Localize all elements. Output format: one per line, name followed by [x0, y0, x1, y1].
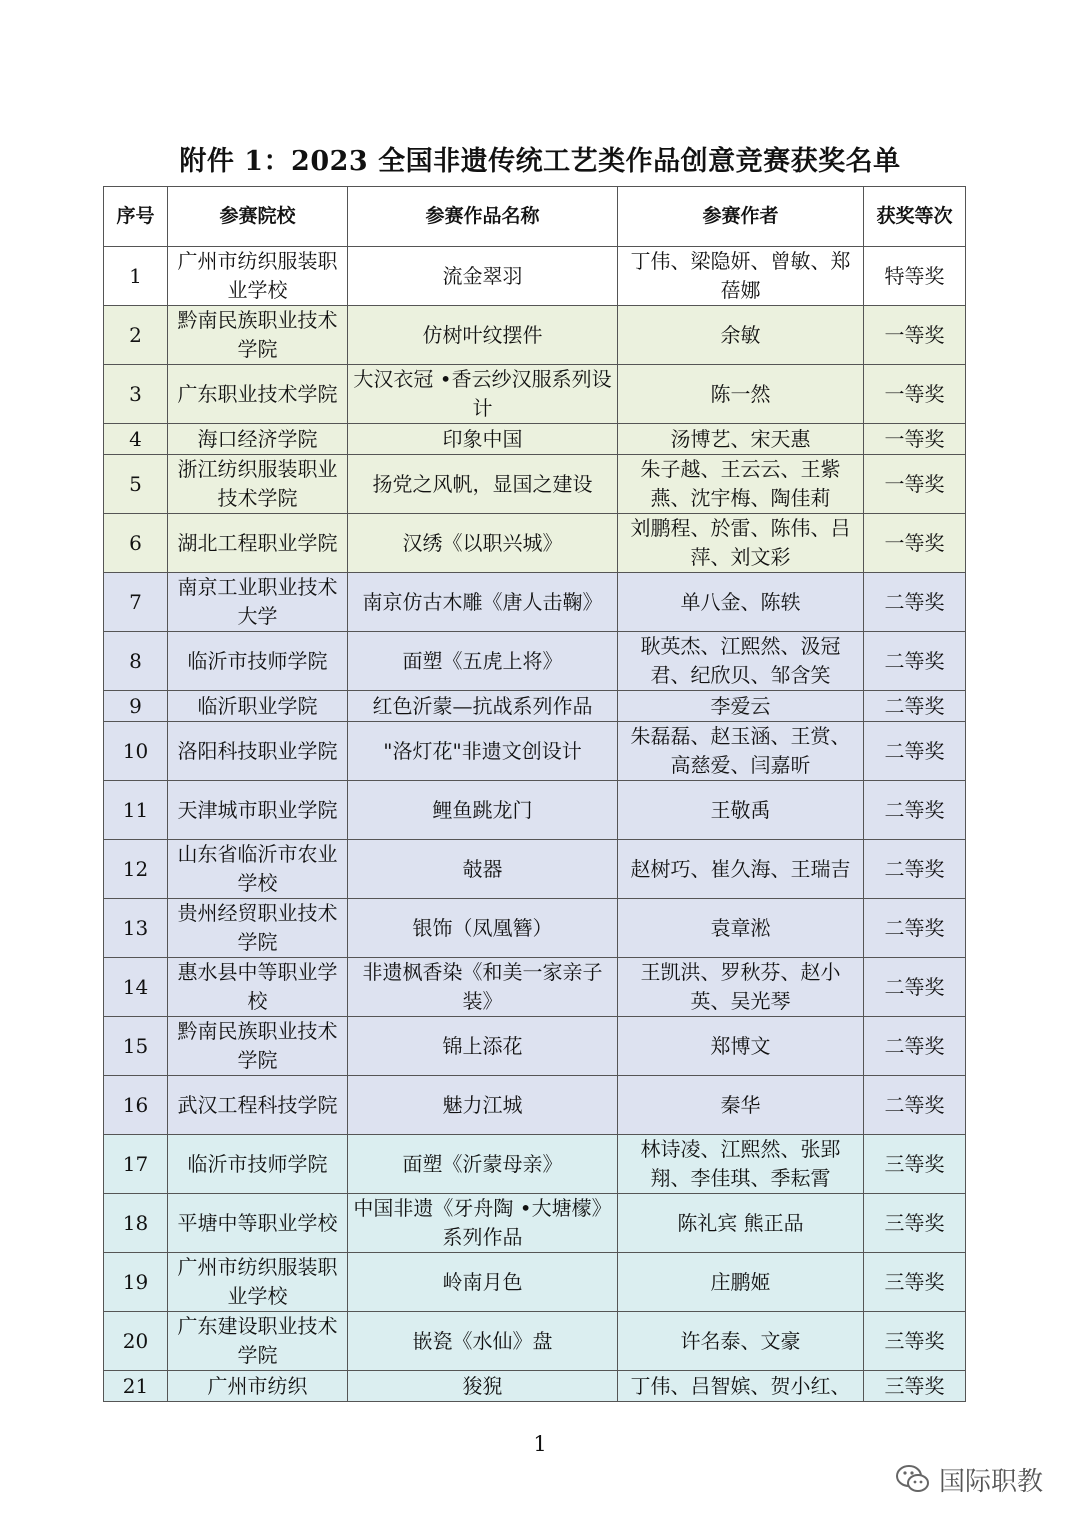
cell-index: 18 — [104, 1194, 168, 1253]
cell-school: 武汉工程科技学院 — [168, 1076, 348, 1135]
cell-school: 洛阳科技职业学院 — [168, 722, 348, 781]
table-row — [104, 958, 966, 1017]
cell-authors: 朱子越、王云云、王紫燕、沈宇梅、陶佳莉 — [618, 455, 864, 514]
cell-index: 13 — [104, 899, 168, 958]
cell-work: 汉绣《以职兴城》 — [348, 514, 618, 573]
cell-index: 4 — [104, 424, 168, 455]
cell-authors: 秦华 — [618, 1076, 864, 1135]
cell-school: 黔南民族职业技术学院 — [168, 1017, 348, 1076]
cell-index: 20 — [104, 1312, 168, 1371]
cell-authors: 王凯洪、罗秋芬、赵小英、吴光琴 — [618, 958, 864, 1017]
cell-authors: 林诗凌、江熙然、张郢翔、李佳琪、季耘霄 — [618, 1135, 864, 1194]
cell-award: 一等奖 — [864, 306, 966, 365]
cell-index: 14 — [104, 958, 168, 1017]
cell-index: 17 — [104, 1135, 168, 1194]
cell-work: 红色沂蒙—抗战系列作品 — [348, 691, 618, 722]
cell-school: 广东建设职业技术学院 — [168, 1312, 348, 1371]
cell-award: 一等奖 — [864, 365, 966, 424]
cell-school: 湖北工程职业学院 — [168, 514, 348, 573]
cell-work: 面塑《沂蒙母亲》 — [348, 1135, 618, 1194]
cell-school: 南京工业职业技术大学 — [168, 573, 348, 632]
cell-school: 广东职业技术学院 — [168, 365, 348, 424]
cell-authors: 单八金、陈轶 — [618, 573, 864, 632]
cell-authors: 李爱云 — [618, 691, 864, 722]
cell-index: 10 — [104, 722, 168, 781]
cell-work: 狻猊 — [348, 1371, 618, 1402]
table-row — [104, 455, 966, 514]
watermark — [895, 1457, 1043, 1501]
cell-index: 12 — [104, 840, 168, 899]
cell-work: 岭南月色 — [348, 1253, 618, 1312]
cell-award: 二等奖 — [864, 573, 966, 632]
cell-award: 二等奖 — [864, 1017, 966, 1076]
cell-school: 广州市纺织服装职业学校 — [168, 247, 348, 306]
cell-index: 7 — [104, 573, 168, 632]
cell-school: 广州市纺织 — [168, 1371, 348, 1402]
cell-index: 1 — [104, 247, 168, 306]
cell-work: 面塑《五虎上将》 — [348, 632, 618, 691]
cell-work: 中国非遗《牙舟陶 •大塘檬》系列作品 — [348, 1194, 618, 1253]
cell-authors: 朱磊磊、赵玉涵、王赏、高慈爱、闫嘉昕 — [618, 722, 864, 781]
cell-authors: 王敬禹 — [618, 781, 864, 840]
cell-work: "洛灯花"非遗文创设计 — [348, 722, 618, 781]
table-row — [104, 514, 966, 573]
cell-school: 海口经济学院 — [168, 424, 348, 455]
header-index: 序号 — [104, 187, 168, 247]
cell-school: 临沂职业学院 — [168, 691, 348, 722]
document-title: 附件 1：2023 全国非遗传统工艺类作品创意竞赛获奖名单 — [179, 146, 901, 177]
table-row — [104, 1194, 966, 1253]
cell-award: 二等奖 — [864, 632, 966, 691]
cell-school: 临沂市技师学院 — [168, 632, 348, 691]
cell-award: 三等奖 — [864, 1312, 966, 1371]
cell-award: 三等奖 — [864, 1253, 966, 1312]
cell-award: 二等奖 — [864, 1076, 966, 1135]
cell-index: 8 — [104, 632, 168, 691]
cell-school: 广州市纺织服装职业学校 — [168, 1253, 348, 1312]
cell-authors: 陈一然 — [618, 365, 864, 424]
table-row — [104, 247, 966, 306]
cell-school: 临沂市技师学院 — [168, 1135, 348, 1194]
cell-award: 三等奖 — [864, 1371, 966, 1402]
cell-authors: 丁伟、吕智嫔、贺小红、 — [618, 1371, 864, 1402]
cell-authors: 郑博文 — [618, 1017, 864, 1076]
table-row — [104, 306, 966, 365]
cell-award: 二等奖 — [864, 958, 966, 1017]
cell-authors: 丁伟、梁隐妍、曾敏、郑蓓娜 — [618, 247, 864, 306]
cell-award: 二等奖 — [864, 691, 966, 722]
cell-work: 南京仿古木雕《唐人击鞠》 — [348, 573, 618, 632]
cell-work: 仿树叶纹摆件 — [348, 306, 618, 365]
cell-index: 3 — [104, 365, 168, 424]
cell-work: 鲤鱼跳龙门 — [348, 781, 618, 840]
table-row — [104, 1253, 966, 1312]
cell-award: 一等奖 — [864, 514, 966, 573]
cell-index: 15 — [104, 1017, 168, 1076]
cell-index: 11 — [104, 781, 168, 840]
table-row — [104, 722, 966, 781]
cell-index: 6 — [104, 514, 168, 573]
cell-index: 21 — [104, 1371, 168, 1402]
cell-index: 5 — [104, 455, 168, 514]
awards-table — [103, 186, 966, 1402]
cell-work: 攲器 — [348, 840, 618, 899]
table-row — [104, 1371, 966, 1402]
cell-award: 二等奖 — [864, 899, 966, 958]
cell-school: 平塘中等职业学校 — [168, 1194, 348, 1253]
cell-work: 非遗枫香染《和美一家亲子装》 — [348, 958, 618, 1017]
table-row — [104, 899, 966, 958]
table-row — [104, 573, 966, 632]
table-row — [104, 1017, 966, 1076]
cell-school: 惠水县中等职业学校 — [168, 958, 348, 1017]
cell-award: 一等奖 — [864, 424, 966, 455]
cell-authors: 许名泰、文豪 — [618, 1312, 864, 1371]
cell-authors: 刘鹏程、於雷、陈伟、吕萍、刘文彩 — [618, 514, 864, 573]
cell-work: 流金翠羽 — [348, 247, 618, 306]
cell-award: 特等奖 — [864, 247, 966, 306]
cell-award: 二等奖 — [864, 840, 966, 899]
table-row — [104, 1312, 966, 1371]
cell-index: 16 — [104, 1076, 168, 1135]
wechat-icon — [895, 1463, 931, 1495]
cell-authors: 汤博艺、宋天惠 — [618, 424, 864, 455]
cell-authors: 袁章淞 — [618, 899, 864, 958]
cell-index: 19 — [104, 1253, 168, 1312]
cell-authors: 陈礼宾 熊正品 — [618, 1194, 864, 1253]
table-row — [104, 691, 966, 722]
cell-award: 三等奖 — [864, 1135, 966, 1194]
header-school: 参赛院校 — [168, 187, 348, 247]
header-work: 参赛作品名称 — [348, 187, 618, 247]
table-row — [104, 365, 966, 424]
table-header-row — [104, 187, 966, 247]
table-row — [104, 781, 966, 840]
cell-authors: 赵树巧、崔久海、王瑞吉 — [618, 840, 864, 899]
cell-authors: 庄鹏姬 — [618, 1253, 864, 1312]
cell-award: 二等奖 — [864, 722, 966, 781]
cell-award: 一等奖 — [864, 455, 966, 514]
header-authors: 参赛作者 — [618, 187, 864, 247]
cell-school: 贵州经贸职业技术学院 — [168, 899, 348, 958]
cell-school: 天津城市职业学院 — [168, 781, 348, 840]
cell-work: 大汉衣冠 •香云纱汉服系列设计 — [348, 365, 618, 424]
watermark-text: 国际职教 — [939, 1466, 1044, 1497]
cell-work: 锦上添花 — [348, 1017, 618, 1076]
cell-work: 银饰（凤凰簪） — [348, 899, 618, 958]
header-award: 获奖等次 — [864, 187, 966, 247]
table-row — [104, 840, 966, 899]
table-row — [104, 424, 966, 455]
cell-index: 9 — [104, 691, 168, 722]
cell-work: 嵌瓷《水仙》盘 — [348, 1312, 618, 1371]
table-row — [104, 1135, 966, 1194]
cell-work: 魅力江城 — [348, 1076, 618, 1135]
table-row — [104, 632, 966, 691]
cell-index: 2 — [104, 306, 168, 365]
cell-award: 二等奖 — [864, 781, 966, 840]
cell-authors: 余敏 — [618, 306, 864, 365]
page-number: 1 — [533, 1432, 547, 1456]
table-row — [104, 1076, 966, 1135]
cell-work: 印象中国 — [348, 424, 618, 455]
cell-school: 山东省临沂市农业学校 — [168, 840, 348, 899]
cell-school: 黔南民族职业技术学院 — [168, 306, 348, 365]
cell-award: 三等奖 — [864, 1194, 966, 1253]
table-body — [104, 247, 966, 1402]
cell-work: 扬党之风帆，显国之建设 — [348, 455, 618, 514]
cell-school: 浙江纺织服装职业技术学院 — [168, 455, 348, 514]
cell-authors: 耿英杰、江熙然、汲冠君、纪欣贝、邹含笑 — [618, 632, 864, 691]
